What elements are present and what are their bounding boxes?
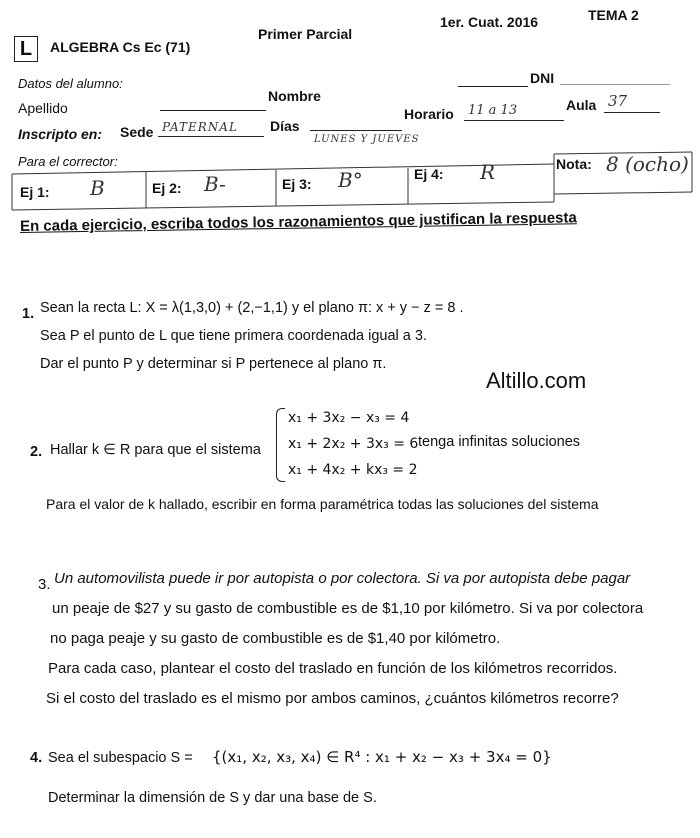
ex3-line5: Si el costo del traslado es el mismo por ambos caminos, ¿cuántos kilómetros recorre? — [46, 690, 619, 707]
ej2-label: Ej 2: — [152, 180, 182, 196]
ej3-grade: B° — [338, 168, 363, 192]
horario-value: 11 a 13 — [468, 103, 518, 118]
course-title: ALGEBRA Cs Ec (71) — [50, 39, 191, 55]
ex1-line1: Sean la recta L: X = λ(1,3,0) + (2,−1,1) y el plano π: x + y − z = 8 . — [40, 300, 464, 316]
ex2-eq3: x₁ + 4x₂ + kx₃ = 2 — [288, 462, 418, 478]
nombre-label: Nombre — [268, 88, 321, 104]
ex4-number: 4. — [30, 750, 43, 766]
watermark: Altillo.com — [486, 368, 587, 393]
ex2-number: 2. — [30, 444, 43, 460]
exam-term: 1er. Cuat. 2016 — [440, 14, 539, 30]
ex1-line2: Sea P el punto de L que tiene primera coordenada igual a 3. — [40, 328, 427, 344]
sede-label: Sede — [120, 124, 154, 140]
ej1-grade: B — [90, 176, 105, 200]
apellido-label: Apellido — [18, 100, 68, 116]
nota-label: Nota: — [556, 156, 592, 172]
ex3-line3: no paga peaje y su gasto de combustible es de $1,40 por kilómetro. — [50, 630, 501, 647]
exam-title: Primer Parcial — [258, 26, 353, 42]
dias-value: LUNES Y JUEVES — [314, 134, 420, 145]
ej4-label: Ej 4: — [414, 166, 444, 182]
ej4-grade: R — [480, 160, 496, 184]
ex3-line4: Para cada caso, plantear el costo del traslado en función de los kilómetros recorridos. — [48, 660, 618, 677]
sede-line — [158, 136, 264, 137]
dni-value-line — [560, 84, 670, 85]
ej1-label: Ej 1: — [20, 184, 50, 200]
instructions: En cada ejercicio, escriba todos los razonamientos que justifican la respuesta — [19, 209, 577, 235]
dni-label: DNI — [530, 70, 555, 86]
nota-value: 8 (ocho) — [606, 152, 689, 176]
aula-value: 37 — [608, 92, 628, 110]
ej2-grade: B- — [204, 172, 226, 196]
ex2-lead: Hallar k ∈ R para que el sistema — [50, 442, 261, 458]
ex2-eq2: x₁ + 2x₂ + 3x₃ = 6 — [288, 436, 419, 452]
student-data-label: Datos del alumno: — [18, 76, 123, 91]
corrector-label: Para el corrector: — [18, 154, 118, 169]
ex3-number: 3. — [38, 576, 51, 593]
ex3-line2: un peaje de $27 y su gasto de combustible es de $1,10 por kilómetro. Si va por colectora — [52, 600, 644, 617]
box-letter: L — [14, 36, 38, 62]
horario-line — [464, 120, 564, 121]
ex4-lead: Sea el subespacio S = — [48, 750, 193, 766]
ex1-number: 1. — [22, 306, 35, 322]
horario-label: Horario — [404, 106, 454, 122]
exam-tema: TEMA 2 — [588, 7, 639, 23]
ej3-label: Ej 3: — [282, 176, 312, 192]
dias-line — [310, 130, 402, 131]
ex1-line3: Dar el punto P y determinar si P pertenece al plano π. — [40, 356, 387, 372]
sede-value: PATERNAL — [162, 120, 238, 134]
inscripto-label: Inscripto en: — [18, 126, 103, 142]
aula-line — [604, 112, 660, 113]
ex4-line2: Determinar la dimensión de S y dar una base de S. — [48, 790, 377, 806]
ex3-line1: Un automovilista puede ir por autopista o por colectora. Si va por autopista debe pagar — [54, 570, 631, 587]
dias-label: Días — [270, 118, 300, 134]
apellido-line — [160, 110, 266, 111]
ex4-set: {(x₁, x₂, x₃, x₄) ∈ R⁴ : x₁ + x₂ − x₃ + 3x₄ = 0} — [212, 748, 552, 766]
ex2-tail: tenga infinitas soluciones — [418, 434, 581, 450]
ex2-line2: Para el valor de k hallado, escribir en forma paramétrica todas las soluciones del sistema — [46, 496, 599, 512]
aula-label: Aula — [566, 97, 597, 113]
ex2-eq1: x₁ + 3x₂ − x₃ = 4 — [288, 410, 410, 426]
dni-line — [458, 86, 528, 87]
system-brace — [276, 408, 285, 482]
